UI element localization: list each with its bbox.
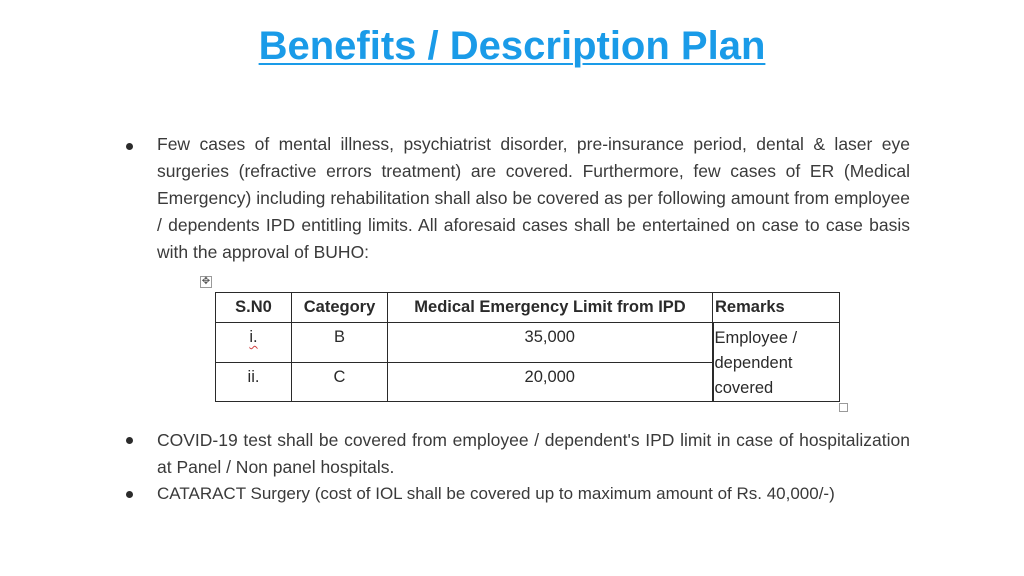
cell-sn-text: i. xyxy=(249,328,258,346)
bullet-text: CATARACT Surgery (cost of IOL shall be covered up to maximum amount of Rs. 40,000/-) xyxy=(157,484,835,503)
bullet-dot-icon xyxy=(126,143,133,150)
cell-limit: 35,000 xyxy=(388,323,713,363)
bullet-item-covid xyxy=(120,427,910,481)
header-category: Category xyxy=(292,293,388,323)
bullet-item-coverage xyxy=(120,131,910,266)
bullet-dot-icon xyxy=(126,491,133,498)
emergency-limits-table xyxy=(215,292,840,402)
table-row xyxy=(216,323,840,363)
cell-sn xyxy=(216,323,292,363)
page-title-text: Benefits / Description Plan xyxy=(258,24,766,68)
cell-sn: ii. xyxy=(216,362,292,402)
cell-remarks: Employee / dependent covered xyxy=(713,323,840,402)
header-sn: S.N0 xyxy=(216,293,292,323)
table-resize-handle-icon[interactable] xyxy=(839,403,848,412)
bullet-text: COVID-19 test shall be covered from employee / dependent's IPD limit in case of hospitalization at Panel / Non panel hospitals. xyxy=(157,430,910,477)
page-title xyxy=(0,20,1024,72)
bullet-item-cataract xyxy=(120,482,910,506)
table-move-handle-icon[interactable]: ✥ xyxy=(201,276,211,287)
bullet-text: Few cases of mental illness, psychiatrist disorder, pre-insurance period, dental & laser eye surgeries (refractive errors treatment) are covered. Furthermore, few cases of ER (Medical Emergency) including rehabilitation shall also be covered as per following amount from employee / dependents IPD entitling limits. All aforesaid cases shall be entertained on case to case basis with the approval of BUHO: xyxy=(157,134,910,262)
cell-category: B xyxy=(292,323,388,363)
cell-category: C xyxy=(292,362,388,402)
cell-limit: 20,000 xyxy=(388,362,713,402)
header-limit: Medical Emergency Limit from IPD xyxy=(388,293,713,323)
table-header-row xyxy=(216,293,840,323)
header-remarks: Remarks xyxy=(713,293,840,323)
bullet-dot-icon xyxy=(126,437,133,444)
